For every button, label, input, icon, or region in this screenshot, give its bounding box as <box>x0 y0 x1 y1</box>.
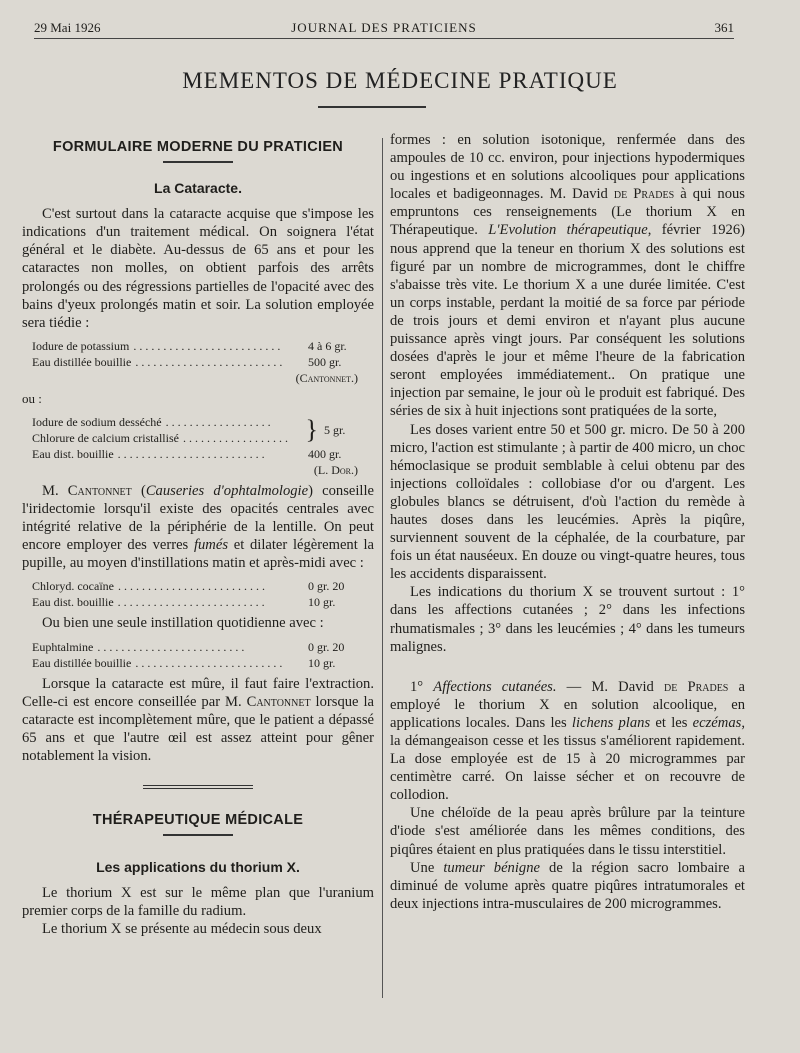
article-title-thorium: Les applications du thorium X. <box>96 859 300 876</box>
paragraph: Les doses varient entre 50 et 500 gr. micro. De 50 à 200 micro, l'action est stimulante ; à partir de 400 micro, un choc hémoclasique se produit semblable à celui obtenu par des injections colloïdales : collobiase d'or ou d'argent. Les globules blancs se détruisent, d'où l'action du remède à hautes doses dans les leucémies. Après la piqûre, surviennent souvent de la céphalée, de la courbature, par fois un état nauséeux. En douze ou vingt-quatre heures, tous les accidents disparaissent. <box>390 421 745 583</box>
page-title: MEMENTOS DE MÉDECINE PRATIQUE <box>182 68 618 93</box>
prescription-line: Iodure de potassium ......................... 4 à 6 gr. <box>32 338 347 353</box>
prescription-line: Eau distillée bouillie ......................... 500 gr. <box>32 354 342 369</box>
title-rule <box>318 106 426 108</box>
prescription-line: Euphtalmine ......................... 0 gr. 20 <box>32 639 345 654</box>
prescription-line: Eau distillée bouillie ......................... 10 gr. <box>32 655 336 670</box>
prescription-line: Chloryd. cocaïne ......................... 0 gr. 20 <box>32 579 345 594</box>
section-rule <box>163 834 233 836</box>
column-divider <box>382 138 383 998</box>
prescription-line: Chlorure de calcium cristallisé .................. <box>32 430 291 445</box>
running-header <box>34 20 734 39</box>
section-rule <box>163 161 233 163</box>
article-title-cataracte: La Cataracte. <box>154 180 242 197</box>
paragraph: Les indications du thorium X se trouvent surtout : 1° dans les affections cutanées ; 2° dans les infections rhumatismales ; 3° dans les leucémies ; 4° dans les tumeurs malignes. <box>390 584 745 655</box>
right-column <box>390 131 745 913</box>
prescription-attribution: (Cantonnet.) <box>295 370 358 385</box>
journal-name: JOURNAL DES PRATICIENS <box>291 20 477 35</box>
paragraph: formes : en solution isotonique, renfermée dans des ampoules de 10 cc. environ, pour injections hypodermiques ou ingestions et en solutions alcooliques pour applications locales et badigeonnages. M. David de Prades à qui nous empruntons ces renseignements (Le thorium X en Thérapeutique. L'Evolution thérapeutique, février 1926) nous apprend que la teneur en thorium X des solutions est figuré par un nombre de microgrammes, dont le chiffre s'abaisse très vite. Le thorium X a une durée limitée. C'est un corps instable, perdant la moitié de sa force par période de trois jours et demi environ et n'ayant plus aucune puissance après vingt jours. Par conséquent les solutions dosées d'après le jour et même l'heure de la fabrication seront employées immédiatement.. On pratique une injection par semaine, le jour où le produit est fabriqué. Des séries de six à huit injections sont pratiquées de la sorte, <box>390 132 745 420</box>
paragraph: Le thorium X se présente au médecin sous deux <box>42 921 322 938</box>
subsection-heading: Affections cutanées. <box>433 678 557 695</box>
conjunction: ou : <box>22 390 42 406</box>
prescription-4 <box>32 639 374 671</box>
prescription-line: Eau dist. bouillie ......................... 400 gr. <box>32 446 342 461</box>
prescription-attribution: (L. Dor.) <box>313 462 358 477</box>
prescription-3 <box>32 578 374 610</box>
paragraph: 1° Affections cutanées. — M. David de Prades a employé le thorium X en solution alcoolique, en applications locales. Dans les lichens plans et les eczémas, la démangeaison cesse et les tissus s'améliorent rapidement. La dose employée est de 15 à 20 microgrammes par centimètre carré. On laisse sécher et on recouvre de collodion. <box>390 678 746 804</box>
prescription-1 <box>32 338 374 386</box>
prescription-line: Iodure de sodium desséché .................. <box>32 414 274 429</box>
paragraph: Le thorium X est sur le même plan que l'uranium premier corps de la famille du radium. <box>22 885 374 920</box>
section-heading-therapeutique: THÉRAPEUTIQUE MÉDICALE <box>92 811 304 828</box>
prescription-line: Eau dist. bouillie ......................... 10 gr. <box>32 595 336 610</box>
issue-date: 29 Mai 1926 <box>34 20 101 35</box>
section-heading-formulaire: FORMULAIRE MODERNE DU PRATICIEN <box>52 139 344 155</box>
paragraph: Ou bien une seule instillation quotidienne avec : <box>42 615 324 632</box>
brace: } <box>305 414 318 444</box>
page-number: 361 <box>714 20 734 35</box>
left-column <box>22 138 374 938</box>
prescription-2: Iodure de sodium desséché .................. Chlorure de calcium cristallisé .................. } 5 gr. Eau dist. bouillie ......................... 400 gr. (L. Dor.) <box>32 414 374 478</box>
paragraph: C'est surtout dans la cataracte acquise que s'impose les indications d'un traitement médical. On soignera l'état général et le diabète. Au-dessus de 65 ans et pour les cataractes non molles, on obtient parfois des arrêts prolongés ou des régressions partielles de l'opacité avec des bains d'yeux prolongés matin et soir. La solution employée sera tiédie : <box>22 206 374 331</box>
section-separator <box>143 785 253 789</box>
paragraph: Une tumeur bénigne de la région sacro lombaire a diminué de volume après quatre piqûres intratumorales et deux injections intra-musculaires de 200 microgrammes. <box>390 859 745 912</box>
paragraph: Lorsque la cataracte est mûre, il faut faire l'extraction. Celle-ci est encore conseillée par M. Cantonnet lorsque la cataracte est incomplètement mûre, que le patient a dépassé 65 ans et que l'autre œil est assez atteint pour gêner notablement la vision. <box>22 675 374 764</box>
paragraph: Une chéloïde de la peau après brûlure par la teinture d'iode s'est améliorée dans les mêmes conditions, des piqûres étaient en plus pratiquées dans le tissu interstitiel. <box>390 805 745 858</box>
paragraph: M. Cantonnet (Causeries d'ophtalmologie) conseille l'iridectomie lorsqu'il existe des opacités centrales avec intégrité relative de la périphérie de la lentille. On peut encore employer des verres fumés et dilater légèrement la pupille, au moyen d'instillations matin et après-midi avec : <box>22 482 375 572</box>
